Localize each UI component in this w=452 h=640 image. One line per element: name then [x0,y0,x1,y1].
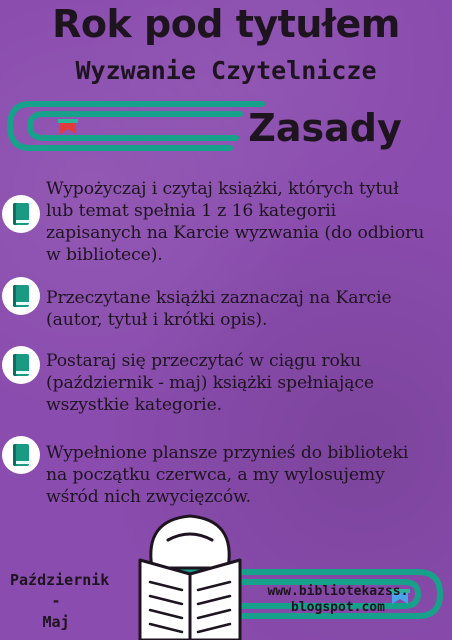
url-line-2: blogspot.com [291,600,385,615]
footer-months [10,570,110,633]
book-strip-top [10,104,262,148]
rule-1: Wypożyczaj i czytaj książki, których tytuł lub temat spełnia 1 z 16 kategorii zapisanych na Karcie wyzwania (do odbioru w bibliotece). [46,179,425,265]
bookmark-icon [58,119,78,134]
rule-4: Wypełnione plansze przynieś do biblioteki na początku czerwca, a my wylosujemy wśród nich zwycięzców. [46,443,409,507]
rule-3: Postaraj się przeczytać w ciągu roku (październik - maj) książki spełniające wszystkie kategorie. [46,351,374,415]
book-icon [2,277,40,315]
poster-title: Rok pod tytułem [52,2,400,46]
url-line-1: www.bibliotekazss. [267,584,409,599]
blog-url [246,584,430,616]
months-from: Październik [10,571,110,589]
reader-icon [140,516,240,640]
book-icon [2,436,40,474]
book-icon [2,346,40,384]
poster-subtitle: Wyzwanie Czytelnicze [75,56,377,85]
rule-2: Przeczytane książki zaznaczaj na Karcie (autor, tytuł i krótki opis). [46,288,392,330]
months-to: Maj [42,613,70,631]
months-separator: - [51,592,61,610]
book-icon [2,195,40,233]
rules-heading: Zasady [248,106,402,150]
